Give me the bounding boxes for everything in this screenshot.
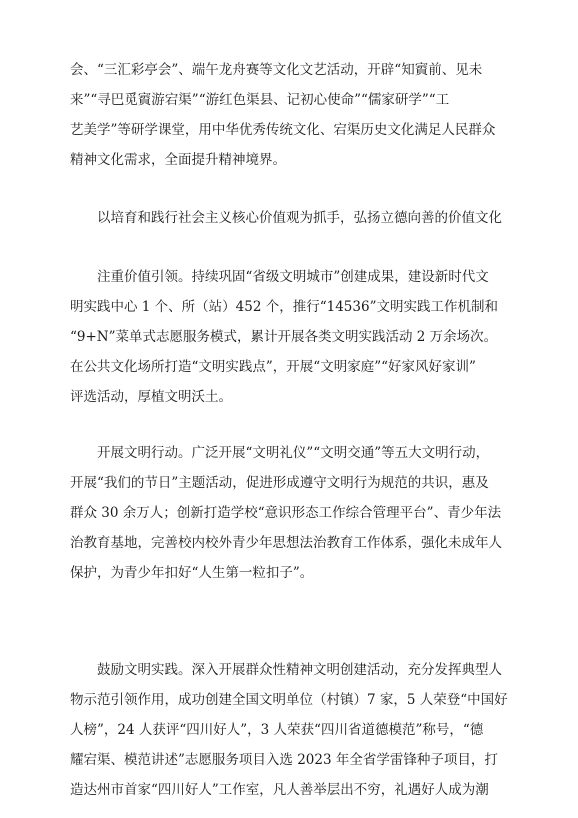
text-line: 开展“我们的节日”主题活动，促进形成遵守文明行为规范的共识，惠及 <box>70 475 489 491</box>
text-line: 开展文明行动。广泛开展“文明礼仪”“文明交通”等五大文明行动， <box>97 445 490 461</box>
heading-line: 以培育和践行社会主义核心价值观为抓手，弘扬立德向善的价值文化 <box>97 210 502 226</box>
text-line: 在公共文化场所打造“文明实践点”，开展“文明家庭”“好家风好家训” <box>70 359 476 375</box>
text-line: 物示范引领作用，成功创建全国文明单位（村镇）7 家，5 人荣登“中国好 <box>70 692 508 708</box>
text-line: 鼓励文明实践。深入开展群众性精神文明创建活动，充分发挥典型人 <box>97 662 502 678</box>
text-line: 艺美学”等研学课堂，用中华优秀传统文化、宕渠历史文化满足人民群众 <box>70 122 496 138</box>
text-line: 治教育基地，完善校内校外青少年思想法治教育工作体系，强化未成年人 <box>70 535 502 551</box>
paragraph-value-guidance <box>70 262 510 412</box>
text-line: 保护，为青少年扣好“人生第一粒扣子”。 <box>70 565 314 581</box>
text-line: 评选活动，厚植文明沃土。 <box>70 389 232 405</box>
text-line: 群众 30 余万人；创新打造学校“意识形态工作综合管理平台”、青少年法 <box>70 505 502 521</box>
text-line: “9+N”菜单式志愿服务模式，累计开展各类文明实践活动 2 万余场次。 <box>70 329 498 345</box>
section-heading <box>70 203 510 233</box>
text-line: 人榜”，24 人获评“四川好人”，3 人荣获“四川省道德模范”称号，“德 <box>70 722 484 738</box>
paragraph-culture-activities <box>70 55 510 175</box>
text-line: 造达州市首家“四川好人”工作室，凡人善举层出不穷，礼遇好人成为潮 <box>70 782 489 798</box>
paragraph-civilization-practice <box>70 655 510 805</box>
text-line: 精神文化需求，全面提升精神境界。 <box>70 152 286 168</box>
text-line: 耀宕渠、模范讲述”志愿服务项目入选 2023 年全省学雷锋种子项目，打 <box>70 752 498 768</box>
paragraph-civilization-actions <box>70 438 510 588</box>
text-line: 注重价值引领。持续巩固“省级文明城市”创建成果，建设新时代文 <box>97 269 489 285</box>
text-line: 来”“寻巴觅賨游宕渠”“游红色渠县、记初心使命”“儒家研学”“工 <box>70 92 450 108</box>
text-line: 明实践中心 1 个、所（站）452 个，推行“14536”文明实践工作机制和 <box>70 299 498 315</box>
text-line: 会、“三汇彩亭会”、端午龙舟赛等文化文艺活动，开辟“知賨前、见未 <box>70 62 483 78</box>
